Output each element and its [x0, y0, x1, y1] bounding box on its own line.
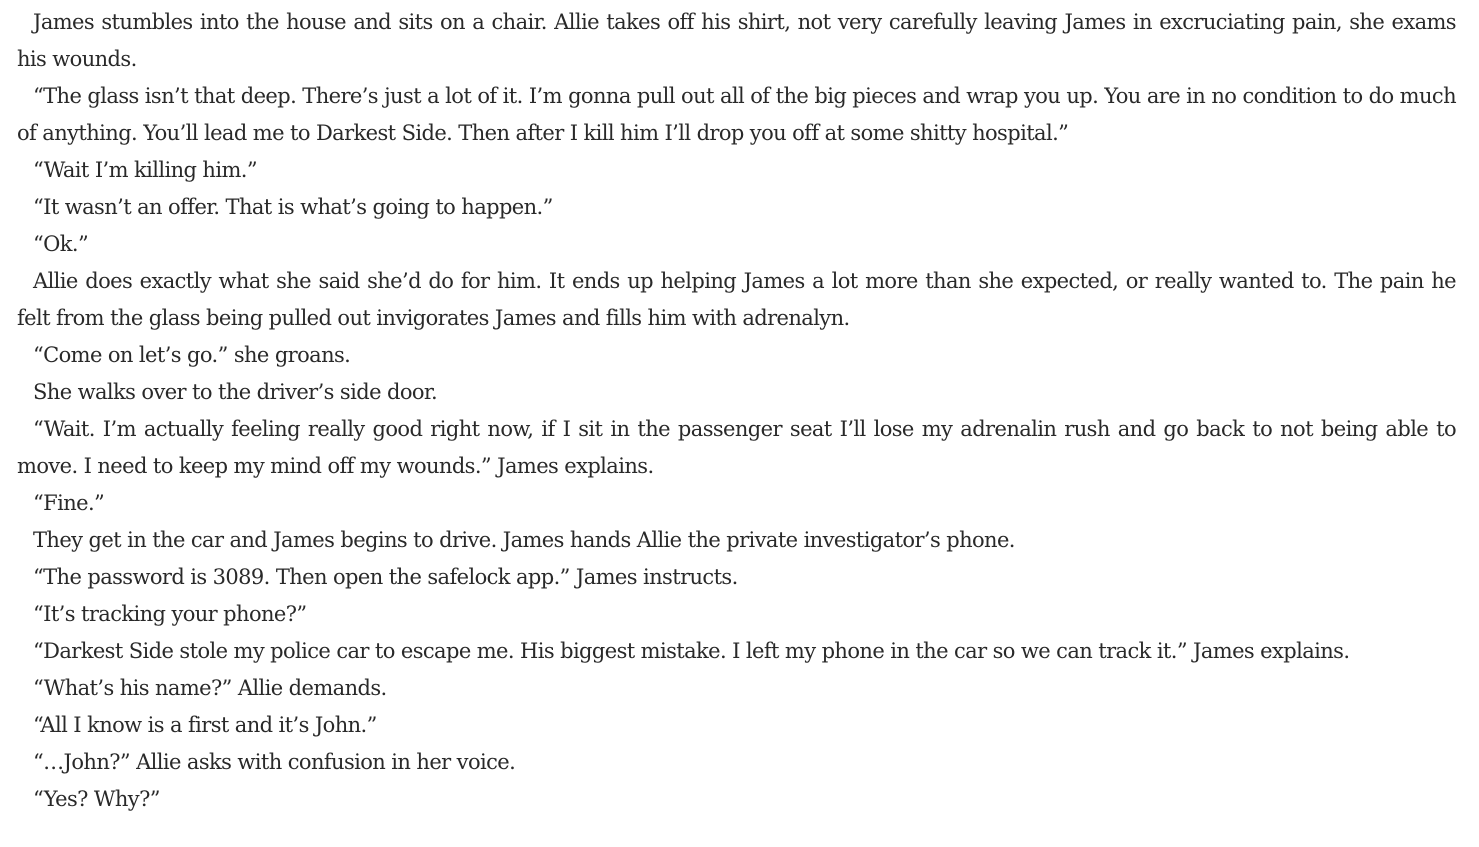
paragraph: James stumbles into the house and sits on a chair. Allie takes off his shirt, not very carefully leaving James in excruciating pain, she exams his wounds.: [17, 10, 1456, 71]
paragraph: “The password is 3089. Then open the safelock app.” James instructs.: [33, 565, 738, 589]
paragraph: “Wait I’m killing him.”: [33, 158, 257, 182]
story-text: [0, 4, 1479, 818]
paragraph: “It’s tracking your phone?”: [33, 602, 307, 626]
paragraph: They get in the car and James begins to drive. James hands Allie the private investigator’s phone.: [33, 528, 1015, 552]
paragraph: “…John?” Allie asks with confusion in her voice.: [33, 750, 516, 774]
paragraph: Allie does exactly what she said she’d do for him. It ends up helping James a lot more than she expected, or really wanted to. The pain he felt from the glass being pulled out invigorates James and fills him with adrenalyn.: [17, 269, 1456, 330]
paragraph: “Come on let’s go.” she groans.: [33, 343, 351, 367]
paragraph: “Fine.”: [33, 491, 105, 515]
paragraph: “Darkest Side stole my police car to escape me. His biggest mistake. I left my phone in the car so we can track it.” James explains.: [33, 639, 1350, 663]
paragraph: “All I know is a first and it’s John.”: [33, 713, 377, 737]
paragraph: “Ok.”: [33, 232, 89, 256]
paragraph: “It wasn’t an offer. That is what’s going to happen.”: [33, 195, 553, 219]
paragraph: She walks over to the driver’s side door.: [33, 380, 438, 404]
paragraph: “What’s his name?” Allie demands.: [33, 676, 387, 700]
paragraph: “Wait. I’m actually feeling really good right now, if I sit in the passenger seat I’ll lose my adrenalin rush and go back to not being able to move. I need to keep my mind off my wounds.” James explains.: [17, 417, 1456, 478]
paragraph: “Yes? Why?”: [33, 787, 160, 811]
paragraph: “The glass isn’t that deep. There’s just a lot of it. I’m gonna pull out all of the big pieces and wrap you up. You are in no condition to do much of anything. You’ll lead me to Darkest Side. Then after I kill him I’ll drop you off at some shitty hospital.”: [17, 84, 1456, 145]
